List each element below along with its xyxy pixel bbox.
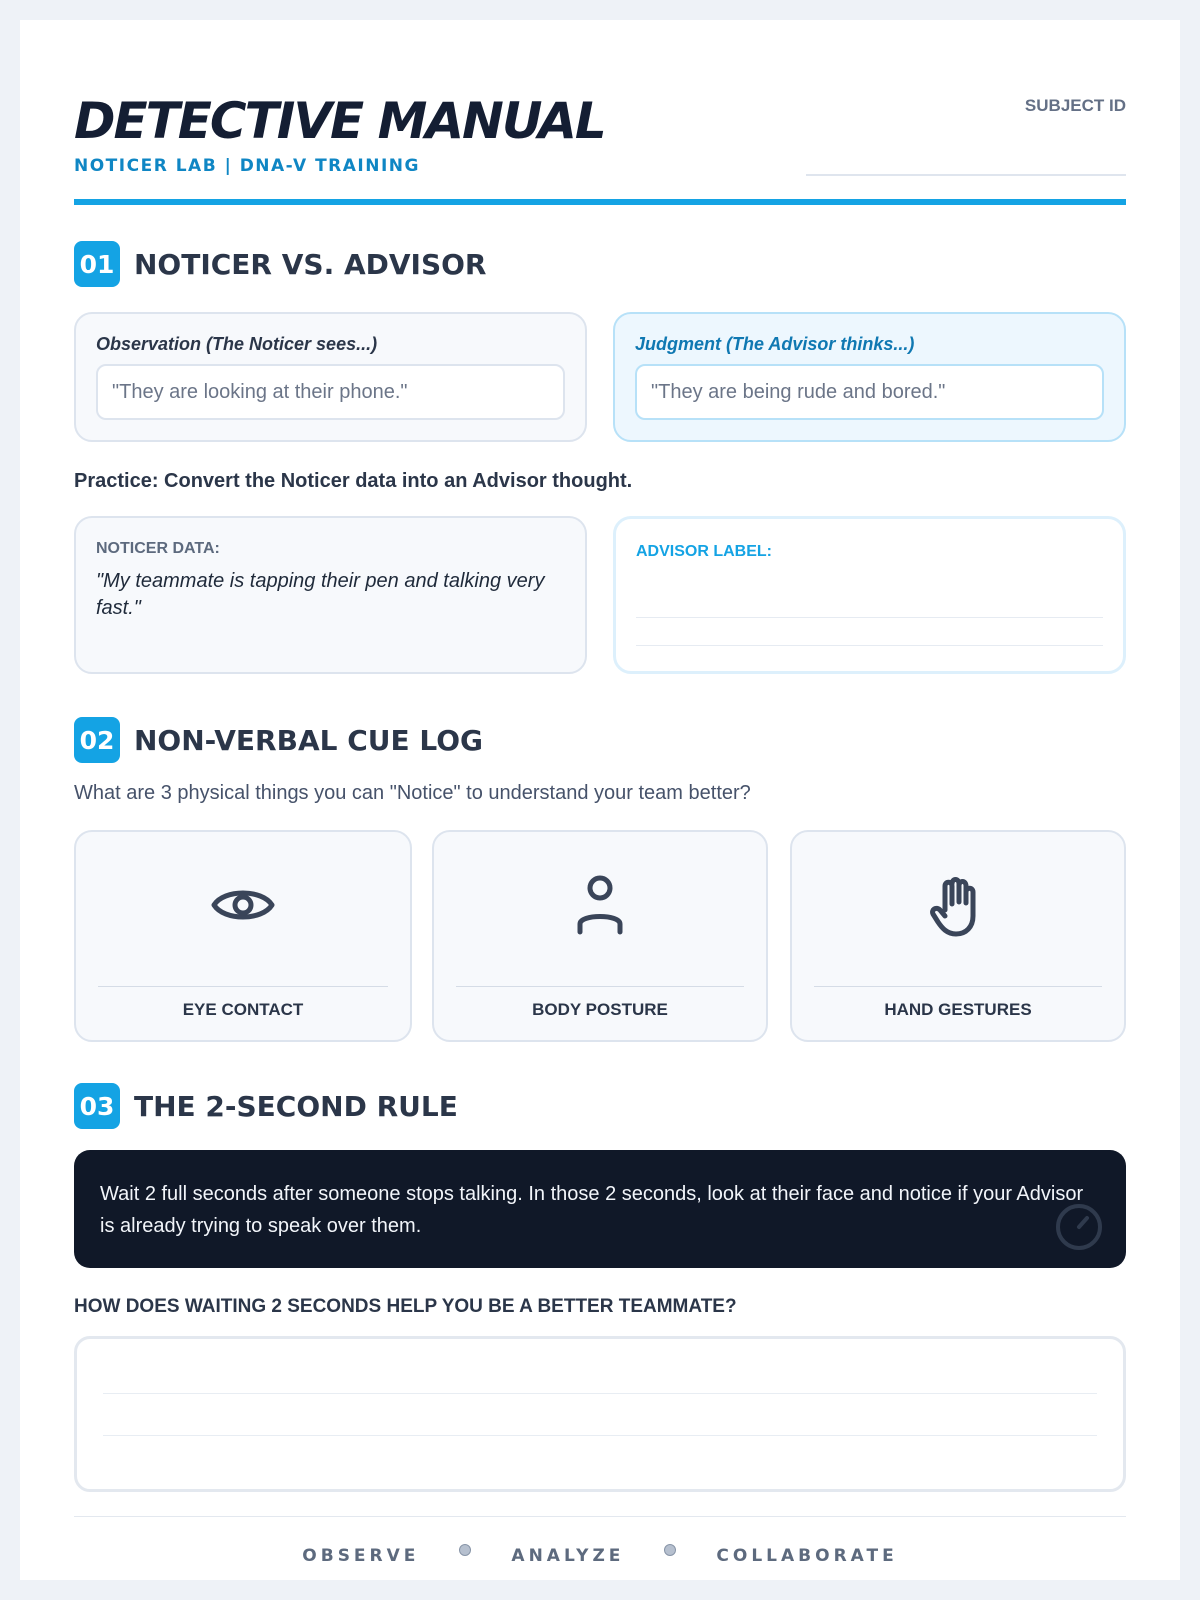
page-subtitle: NOTICER LAB | DNA-V TRAINING <box>74 156 420 176</box>
noticer-data-text: "My teammate is tapping their pen and talking very fast." <box>96 570 545 619</box>
section-number-badge: 01 <box>74 241 120 287</box>
person-icon <box>565 870 635 940</box>
timer-icon <box>1054 1202 1104 1252</box>
judgment-example: "They are being rude and bored." <box>635 364 1104 420</box>
writing-line[interactable] <box>456 986 744 987</box>
rule-text: Wait 2 full seconds after someone stops talking. In those 2 seconds, look at their face and notice if your Advisor is already trying to speak over them. <box>100 1183 1084 1237</box>
header <box>74 76 1126 206</box>
cue-label: BODY POSTURE <box>532 1000 668 1019</box>
noticer-data-label: NOTICER DATA: <box>96 540 220 557</box>
cue-label: EYE CONTACT <box>182 1000 304 1019</box>
footer <box>74 1546 1126 1566</box>
advisor-label-heading: ADVISOR LABEL: <box>636 543 772 560</box>
worksheet-content <box>74 20 1126 1580</box>
writing-line[interactable] <box>814 986 1102 987</box>
noticer-data-card <box>74 516 587 674</box>
judgment-card <box>613 312 1126 442</box>
section-number-badge: 02 <box>74 717 120 763</box>
writing-line[interactable] <box>636 645 1103 646</box>
cue-card-hand-gestures[interactable] <box>790 830 1126 1042</box>
two-second-rule-callout <box>74 1150 1126 1268</box>
subject-id-field[interactable] <box>806 174 1126 176</box>
section-3-header <box>74 1083 458 1129</box>
observation-label: Observation (The Noticer sees...) <box>96 334 378 354</box>
cue-card-eye-contact[interactable] <box>74 830 412 1042</box>
worksheet-page <box>20 20 1180 1580</box>
judgment-label: Judgment (The Advisor thinks...) <box>635 334 915 354</box>
footer-item-analyze: ANALYZE <box>511 1546 625 1566</box>
writing-line[interactable] <box>636 617 1103 618</box>
observation-example: "They are looking at their phone." <box>96 364 565 420</box>
footer-separator-dot <box>664 1544 676 1556</box>
eye-icon <box>208 870 278 940</box>
section-number-badge: 03 <box>74 1083 120 1129</box>
subject-id-label: SUBJECT ID <box>1024 96 1126 115</box>
advisor-label-card[interactable] <box>613 516 1126 674</box>
writing-line[interactable] <box>98 986 388 987</box>
section-1-header <box>74 241 487 287</box>
cue-card-body-posture[interactable] <box>432 830 768 1042</box>
observation-card <box>74 312 587 442</box>
section-title: NON-VERBAL CUE LOG <box>134 723 484 757</box>
page-title: DETECTIVE MANUAL <box>74 92 605 150</box>
practice-prompt: Practice: Convert the Noticer data into an Advisor thought. <box>74 470 633 492</box>
footer-separator-dot <box>459 1544 471 1556</box>
footer-item-observe: OBSERVE <box>302 1546 420 1566</box>
reflection-answer-box[interactable] <box>74 1336 1126 1492</box>
writing-line[interactable] <box>103 1393 1097 1394</box>
hand-icon <box>923 870 993 940</box>
cue-question: What are 3 physical things you can "Notice" to understand your team better? <box>74 782 751 804</box>
section-2-header <box>74 717 483 763</box>
header-divider <box>74 199 1126 205</box>
section-title: THE 2-SECOND RULE <box>134 1089 458 1123</box>
footer-divider <box>74 1516 1126 1517</box>
footer-item-collaborate: COLLABORATE <box>716 1546 898 1566</box>
writing-line[interactable] <box>103 1435 1097 1436</box>
cue-label: HAND GESTURES <box>884 1000 1032 1019</box>
reflection-question: HOW DOES WAITING 2 SECONDS HELP YOU BE A BETTER TEAMMATE? <box>74 1296 737 1317</box>
section-title: NOTICER VS. ADVISOR <box>134 247 487 281</box>
